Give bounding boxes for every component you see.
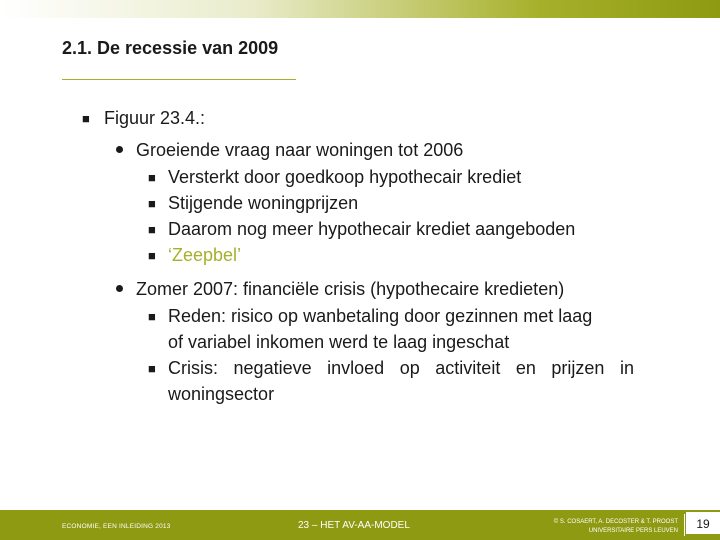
square-bullet-icon: ■	[148, 222, 156, 237]
sub-bullet-reason-line2: of variabel inkomen werd te laag ingeschat	[168, 332, 510, 352]
footer-book-title: ECONOMIE, EEN INLEIDING 2013	[62, 523, 171, 530]
round-bullet-icon	[116, 285, 123, 292]
footer-authors: © S. COSAERT, A. DECOSTER & T. PROOST	[553, 519, 678, 525]
square-bullet-icon: ■	[148, 309, 156, 324]
sub-bullet-more-credit: Daarom nog meer hypothecair krediet aangeboden	[168, 219, 576, 239]
square-bullet-icon: ■	[82, 111, 90, 126]
square-bullet-icon: ■	[148, 196, 156, 211]
page-number: 19	[686, 512, 720, 534]
square-bullet-icon: ■	[148, 361, 156, 376]
slide-title: 2.1. De recessie van 2009	[62, 38, 279, 58]
bullet-financial-crisis: Zomer 2007: financiële crisis (hypothecaire kredieten)	[136, 279, 565, 299]
sub-bullet-crisis-line2: woningsector	[168, 384, 275, 404]
sub-bullet-crisis-line1: Crisis: negatieve invloed op activiteit en prijzen in	[168, 358, 634, 378]
figure-label: Figuur 23.4.:	[104, 108, 206, 128]
footer-chapter: 23 – HET AV-AA-MODEL	[298, 520, 410, 531]
sub-bullet-reason-line1: Reden: risico op wanbetaling door gezinnen met laag	[168, 306, 593, 326]
sub-bullet-rising-prices: Stijgende woningprijzen	[168, 193, 359, 213]
footer-bar	[0, 510, 720, 540]
round-bullet-icon	[116, 146, 123, 153]
sub-bullet-bubble: ‘Zeepbel’	[168, 245, 242, 265]
bullet-growing-demand: Groeiende vraag naar woningen tot 2006	[136, 140, 464, 160]
square-bullet-icon: ■	[148, 170, 156, 185]
footer-publisher: UNIVERSITAIRE PERS LEUVEN	[588, 528, 678, 534]
square-bullet-icon: ■	[148, 248, 156, 263]
footer-copyright	[536, 518, 678, 536]
footer-divider	[684, 514, 685, 536]
sub-bullet-cheap-credit: Versterkt door goedkoop hypothecair krediet	[168, 167, 522, 187]
